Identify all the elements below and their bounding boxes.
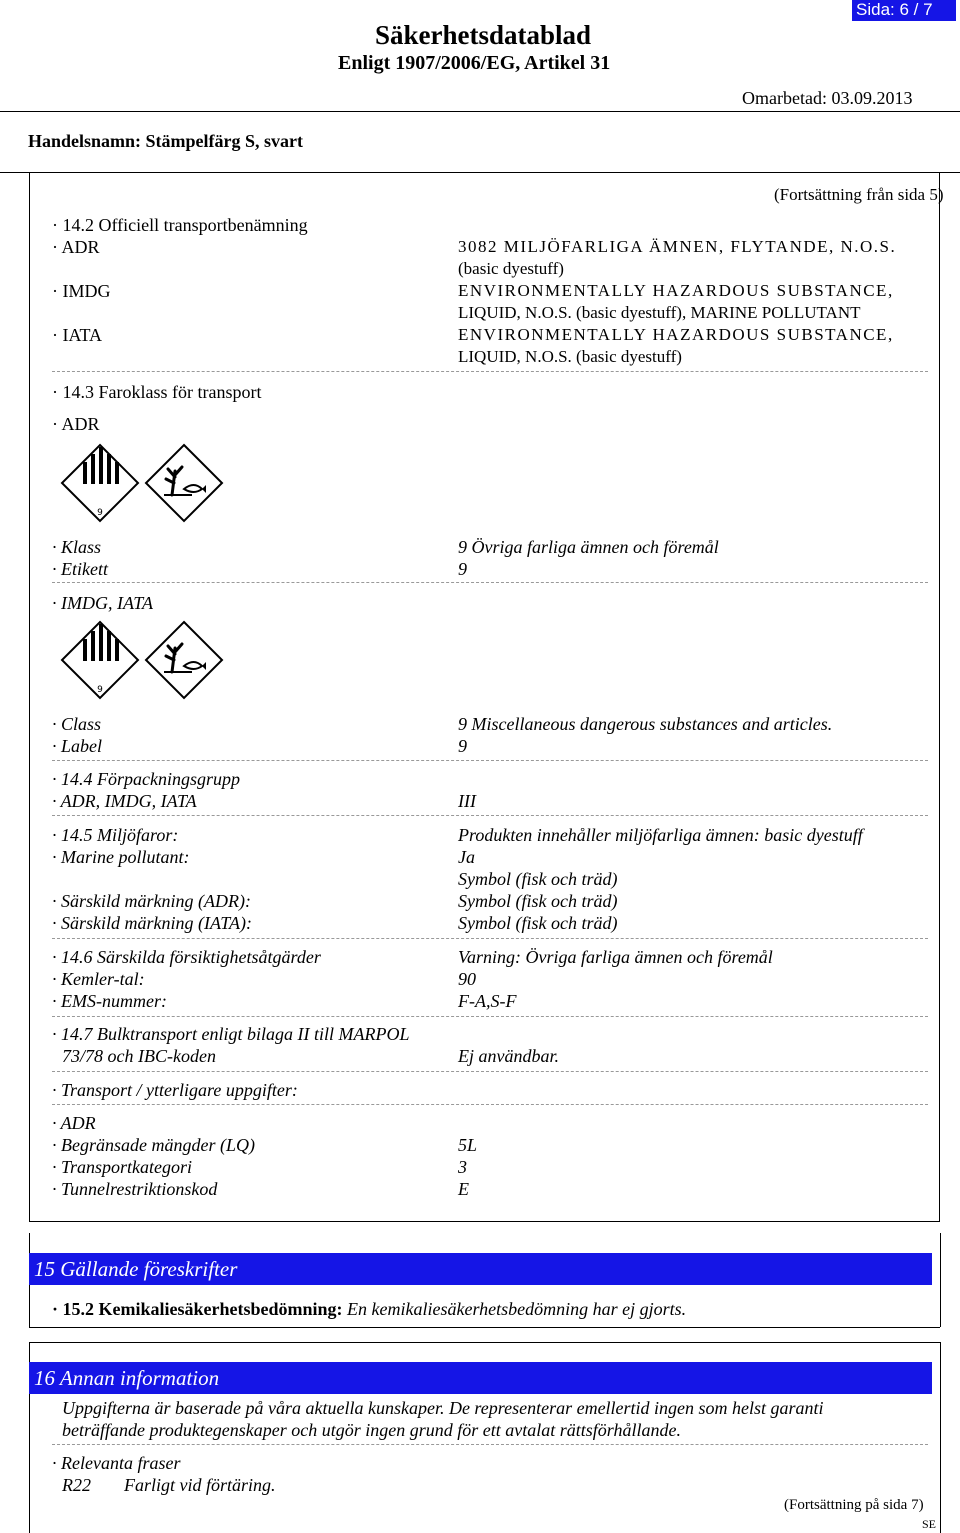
special-marking-iata-label: · Särskild märkning (IATA): — [52, 913, 252, 933]
section-14-7-heading: · 14.7 Bulktransport enligt bilaga II till MARPOL — [52, 1024, 410, 1044]
adr-klass-label: · Klass — [52, 537, 102, 557]
document-title: Säkerhetsdatablad — [375, 20, 592, 50]
document-subtitle: Enligt 1907/2006/EG, Artikel 31 — [338, 52, 611, 74]
relevant-phrases-label: · Relevanta fraser — [52, 1453, 181, 1473]
trade-name: Handelsnamn: Stämpelfärg S, svart — [28, 131, 304, 151]
class-9-hazard-icon — [60, 620, 140, 700]
adr-value-line2: (basic dyestuff) — [458, 259, 564, 278]
section-14-2-heading: · 14.2 Officiell transportbenämning — [52, 215, 308, 235]
ems-label: · EMS-nummer: — [52, 991, 167, 1011]
marine-pollutant-label: · Marine pollutant: — [52, 847, 190, 867]
ems-value: F-A,S-F — [458, 991, 517, 1011]
packing-group-label: · ADR, IMDG, IATA — [52, 791, 197, 811]
divider — [52, 815, 928, 816]
marine-pollutant-symbol: Symbol (fisk och träd) — [458, 869, 618, 889]
transport-extra-heading: · Transport / ytterligare uppgifter: — [52, 1080, 298, 1100]
section-16-title: 16 Annan information — [29, 1362, 932, 1394]
bulk-transport-value: Ej användbar. — [458, 1046, 559, 1066]
limited-quantity-label: · Begränsade mängder (LQ) — [52, 1135, 255, 1155]
phrase-text: Farligt vid förtäring. — [124, 1475, 276, 1495]
imdg-label-value: 9 — [458, 736, 467, 756]
frame-right — [939, 172, 940, 1222]
adr-klass-value: 9 Övriga farliga ämnen och föremål — [458, 537, 719, 557]
tunnel-code-value: E — [458, 1179, 469, 1199]
imdg-label-label: · Label — [52, 736, 103, 756]
phrase-code: R22 — [62, 1475, 91, 1495]
imdg-class-label: · Class — [52, 714, 102, 734]
divider — [52, 1071, 928, 1072]
adr-subheading: · ADR — [52, 414, 100, 434]
section-14-3-heading: · 14.3 Faroklass för transport — [52, 382, 262, 402]
env-hazard-value: Produkten innehåller miljöfarliga ämnen: basic dyestuff — [458, 825, 863, 845]
imdg-value-line2: LIQUID, N.O.S. (basic dyestuff), MARINE POLLUTANT — [458, 303, 861, 322]
precautions-value: Varning: Övriga farliga ämnen och föremål — [458, 947, 773, 967]
section-15-2-value: En kemikaliesäkerhetsbedömning har ej gjorts. — [347, 1299, 687, 1319]
country-code: SE — [922, 1517, 937, 1531]
divider — [52, 938, 928, 939]
class-9-number: 9 — [97, 508, 103, 518]
limited-quantity-value: 5L — [458, 1135, 478, 1155]
section-15-2-heading: · 15.2 Kemikaliesäkerhetsbedömning: — [52, 1299, 343, 1319]
divider — [52, 1444, 928, 1445]
adr-label: · ADR — [52, 237, 100, 257]
imdg-value-line1: ENVIRONMENTALLY HAZARDOUS SUBSTANCE, — [458, 281, 894, 300]
section-16-text-line1: Uppgifterna är baserade på våra aktuella kunskaper. De representerar emellertid ingen som helst garanti — [62, 1398, 824, 1418]
class-9-hazard-icon — [60, 443, 140, 523]
packing-group-value: III — [458, 791, 476, 811]
section-15-title: 15 Gällande föreskrifter — [29, 1253, 932, 1285]
section-14-7-heading-line2: 73/78 och IBC-koden — [62, 1046, 216, 1066]
revision-date: Omarbetad: 03.09.2013 — [742, 88, 913, 108]
continuation-to: (Fortsättning på sida 7) — [784, 1497, 924, 1513]
divider — [52, 1104, 928, 1105]
tunnel-code-label: · Tunnelrestriktionskod — [52, 1179, 218, 1199]
iata-value-line1: ENVIRONMENTALLY HAZARDOUS SUBSTANCE, — [458, 325, 894, 344]
special-marking-adr-value: Symbol (fisk och träd) — [458, 891, 618, 911]
adr-etikett-value: 9 — [458, 559, 467, 579]
transport-adr-label: · ADR — [52, 1113, 96, 1133]
environment-hazard-icon — [144, 620, 224, 700]
section-14-5-heading: · 14.5 Miljöfaror: — [52, 825, 179, 845]
special-marking-adr-label: · Särskild märkning (ADR): — [52, 891, 251, 911]
imdg-class-value: 9 Miscellaneous dangerous substances and articles. — [458, 714, 833, 734]
continuation-from: (Fortsättning från sida 5) — [774, 185, 944, 204]
iata-value-line2: LIQUID, N.O.S. (basic dyestuff) — [458, 347, 682, 366]
section-15-2-label — [52, 1298, 686, 1320]
kemler-value: 90 — [458, 969, 476, 989]
section-14-4-heading: · 14.4 Förpackningsgrupp — [52, 769, 240, 789]
transport-category-value: 3 — [458, 1157, 467, 1177]
divider — [52, 582, 928, 583]
frame-bottom — [29, 1221, 940, 1222]
class-9-number: 9 — [97, 685, 103, 695]
header-rule-bottom — [0, 172, 960, 173]
header-rule — [0, 111, 960, 112]
adr-etikett-label: · Etikett — [52, 559, 108, 579]
special-marking-iata-value: Symbol (fisk och träd) — [458, 913, 618, 933]
adr-value-line1: 3082 MILJÖFARLIGA ÄMNEN, FLYTANDE, N.O.S. — [458, 237, 897, 256]
environment-hazard-icon — [144, 443, 224, 523]
imdg-iata-subheading: · IMDG, IATA — [52, 593, 153, 613]
transport-category-label: · Transportkategori — [52, 1157, 193, 1177]
divider — [52, 371, 928, 372]
kemler-label: · Kemler-tal: — [52, 969, 145, 989]
section-15-bottom — [29, 1327, 940, 1328]
iata-label: · IATA — [52, 325, 103, 345]
marine-pollutant-value: Ja — [458, 847, 475, 867]
section-14-6-heading: · 14.6 Särskilda försiktighetsåtgärder — [52, 947, 321, 967]
page-number: Sida: 6 / 7 — [852, 0, 956, 21]
divider — [52, 1016, 928, 1017]
section-16-text-line2: beträffande produktegenskaper och utgör ingen grund för ett avtalat rättsförhållande. — [62, 1420, 681, 1440]
imdg-label: · IMDG — [52, 281, 111, 301]
frame-left — [29, 172, 30, 1222]
divider — [52, 760, 928, 761]
